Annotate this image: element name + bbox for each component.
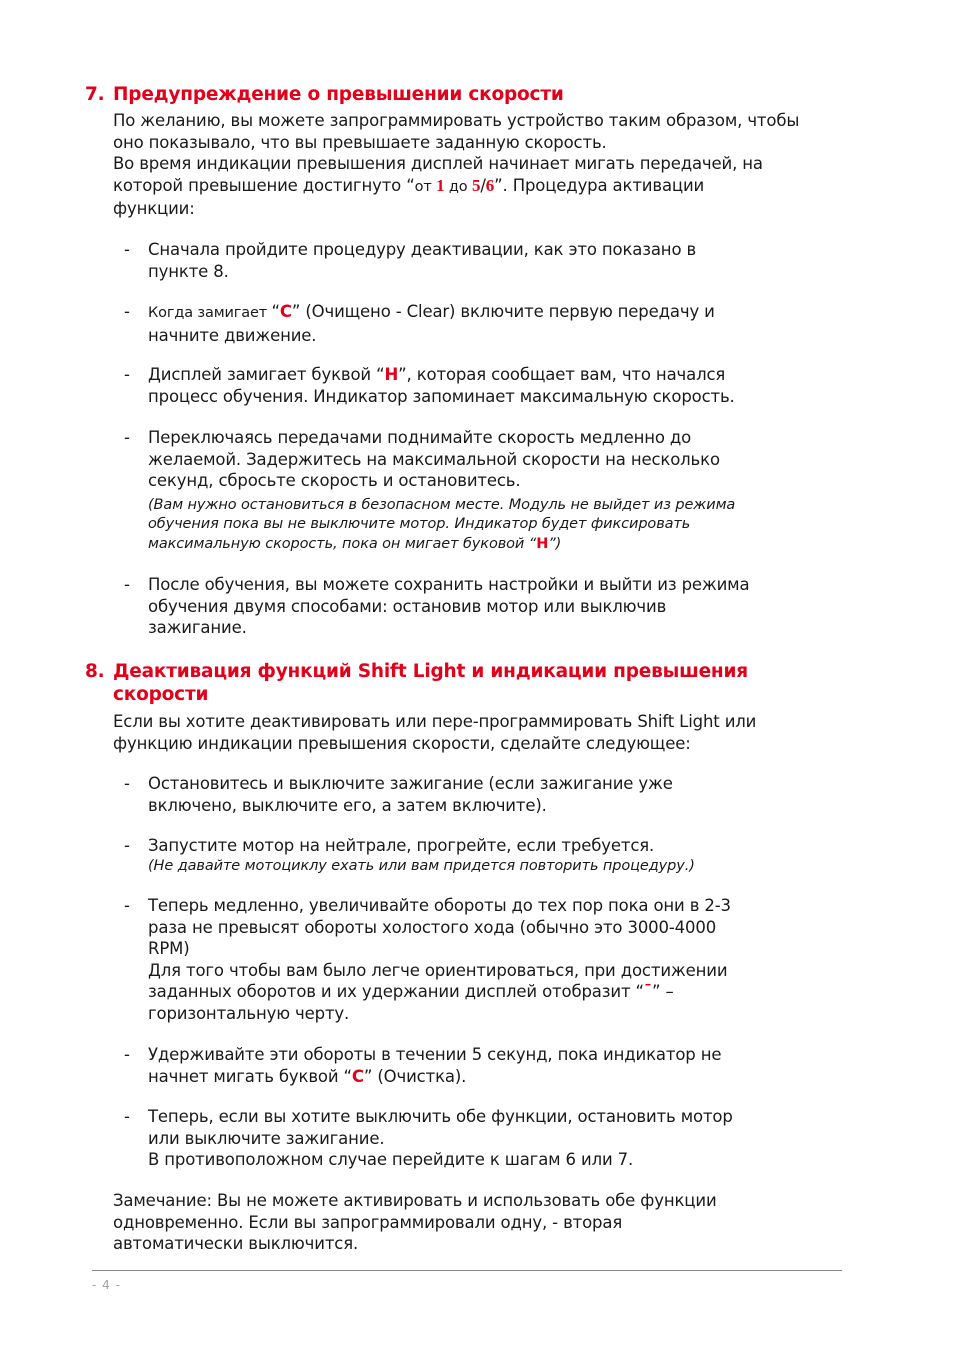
text-fragment: ”. Процедура активации <box>494 175 705 195</box>
text-line: обучения двумя способами: остановив мотор или выключив <box>148 596 667 616</box>
text-line: Переключаясь передачами поднимайте скорость медленно до <box>148 428 692 447</box>
text-fragment: заданных оборотов и их удержании дисплей отобразит “ <box>148 982 644 1001</box>
text-line: одновременно. Если вы запрограммировали одну, - вторая <box>113 1212 623 1232</box>
display-dash-symbol: ¯ <box>643 982 653 1001</box>
section-7-intro <box>113 110 853 220</box>
section-8-intro <box>113 711 853 754</box>
remark-paragraph <box>113 1190 853 1255</box>
section-8-title-line-2: скорости <box>113 684 209 705</box>
text-line: После обучения, вы можете сохранить настройки и выйти из режима <box>148 575 750 594</box>
text-fragment: “ <box>271 302 280 321</box>
text-line: начните движение. <box>148 325 317 345</box>
section-7-heading <box>85 83 845 106</box>
text-fragment: ” (Очистка). <box>363 1066 467 1086</box>
text-line: Теперь, если вы хотите выключить обе функции, остановить мотор <box>148 1107 733 1126</box>
section-7-number: 7. <box>85 84 105 105</box>
section-8-title-line-1: Деактивация функций Shift Light и индикации превышения <box>113 661 748 682</box>
display-letter: C <box>351 1066 364 1086</box>
text-line: В противоположном случае перейдите к шагам 6 или 7. <box>148 1150 634 1169</box>
text-line: Остановитесь и выключите зажигание (если зажигание уже <box>148 774 673 793</box>
text-line: Замечание: Вы не можете активировать и использовать обе функции <box>113 1191 717 1210</box>
section-7-title: Предупреждение о превышении скорости <box>113 84 564 105</box>
text-line: Запустите мотор на нейтрале, прогрейте, если требуется. <box>148 836 655 855</box>
text-line: функции: <box>113 199 195 218</box>
text-line: горизонтальную черту. <box>148 1003 350 1023</box>
text-line: секунд, сбросьте скорость и остановитесь. <box>148 471 521 490</box>
text-line: функцию индикации превышения скорости, сделайте следующее: <box>113 733 691 753</box>
display-letter: H <box>384 365 399 384</box>
text-fragment: ”, которая сообщает вам, что начался <box>398 365 726 384</box>
gear-digit: 6 <box>485 175 495 195</box>
text-fragment: / <box>480 175 486 195</box>
display-letter: C <box>279 302 292 321</box>
footer-divider <box>92 1270 842 1271</box>
note-line: (Не давайте мотоциклу ехать или вам придется повторить процедуру.) <box>148 857 695 874</box>
text-line: Во время индикации превышения дисплей начинает мигать передачей, на <box>113 154 763 173</box>
list-dash: - <box>124 1107 130 1126</box>
list-dash: - <box>124 774 130 793</box>
text-line <box>148 1066 848 1088</box>
gear-digit: 5 <box>471 175 481 195</box>
list-dash: - <box>124 836 130 855</box>
gear-digit: 1 <box>436 175 445 195</box>
page-number: - 4 - <box>92 1278 121 1292</box>
text-line: или выключите зажигание. <box>148 1128 385 1148</box>
text-line: Если вы хотите деактивировать или пере-программировать Shift Light или <box>113 712 757 731</box>
list-dash: - <box>124 896 130 915</box>
text-line <box>148 981 848 1003</box>
text-line: оно показывало, что вы превышаете заданную скорость. <box>113 132 607 152</box>
text-line: процесс обучения. Индикатор запоминает максимальную скорость. <box>148 386 735 406</box>
list-dash: - <box>124 1045 130 1064</box>
text-line: включено, выключите его, а затем включите). <box>148 795 547 815</box>
text-line: RPM) <box>148 939 190 958</box>
text-line: автоматически выключится. <box>113 1234 359 1253</box>
text-line: Удерживайте эти обороты в течении 5 секунд, пока индикатор не <box>148 1045 722 1064</box>
text-line: Теперь медленно, увеличивайте обороты до тех пор пока они в 2-3 <box>148 896 731 915</box>
note-line: (Вам нужно остановиться в безопасном месте. Модуль не выйдет из режима <box>148 496 736 513</box>
text-line: зажигание. <box>148 618 247 637</box>
list-dash: - <box>124 365 130 384</box>
section-8-heading <box>85 660 845 706</box>
list-dash: - <box>124 428 130 447</box>
text-line <box>148 364 848 386</box>
text-line: пункте 8. <box>148 261 229 281</box>
text-line <box>113 175 853 199</box>
text-line: раза не превысят обороты холостого хода (обычно это 3000-4000 <box>148 917 717 937</box>
display-letter: H <box>536 535 549 552</box>
note-line: обучения пока вы не выключите мотор. Индикатор будет фиксировать <box>148 516 691 532</box>
list-dash: - <box>124 302 130 321</box>
text-fragment: ” (Очищено - Clear) включите первую передачу и <box>291 302 715 321</box>
text-line <box>148 301 848 325</box>
list-dash: - <box>124 575 130 594</box>
text-fragment: максимальную скорость, пока он мигает буковой “ <box>148 535 537 552</box>
text-line: Сначала пройдите процедуру деактивации, как это показано в <box>148 240 697 259</box>
section-8-number: 8. <box>85 661 105 682</box>
text-fragment: которой превышение достигнуто “ <box>113 175 415 195</box>
text-fragment: Когда замигает <box>148 305 272 321</box>
text-fragment: до <box>444 178 472 195</box>
text-fragment: от <box>414 178 437 195</box>
text-line: По желанию, вы можете запрограммировать устройство таким образом, чтобы <box>113 111 800 130</box>
text-fragment: ”) <box>548 535 562 552</box>
text-fragment: ” – <box>652 982 674 1001</box>
text-line: Для того чтобы вам было легче ориентироваться, при достижении <box>148 960 728 980</box>
text-fragment: начнет мигать буквой “ <box>148 1066 352 1086</box>
text-fragment: Дисплей замигает буквой “ <box>148 365 385 384</box>
text-line: желаемой. Задержитесь на максимальной скорости на несколько <box>148 449 720 469</box>
note-line <box>148 535 848 555</box>
list-dash: - <box>124 240 130 259</box>
